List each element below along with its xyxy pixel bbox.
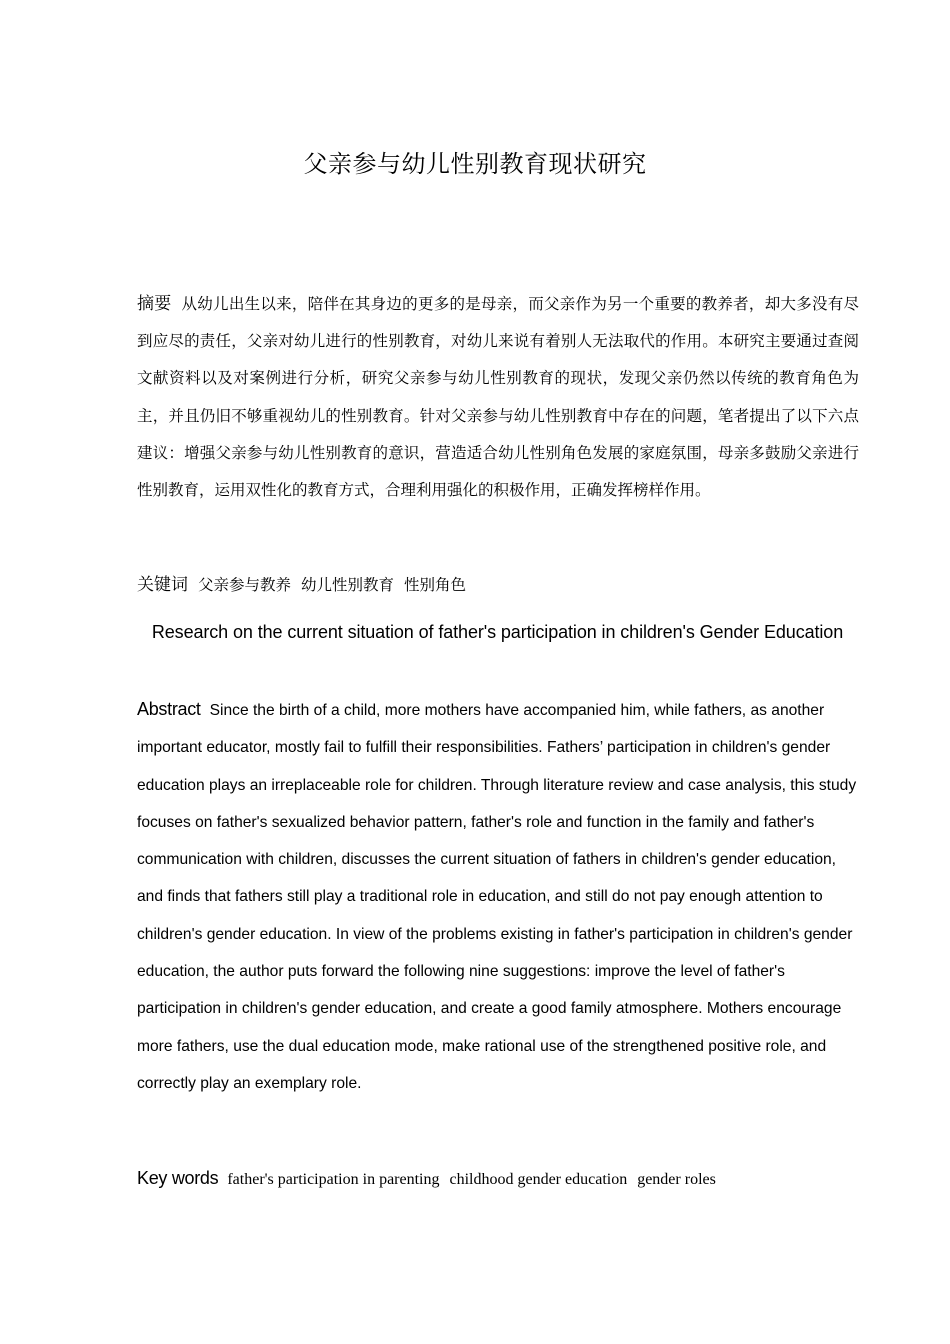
- keywords-label-chinese: 关键词: [137, 575, 188, 595]
- keyword-chinese-3: 性别角色: [404, 576, 467, 594]
- page-title-chinese: 父亲参与幼儿性别教育现状研究: [303, 150, 647, 178]
- abstract-chinese: [137, 286, 859, 509]
- keywords-english: [137, 1163, 859, 1195]
- keyword-english-2: childhood gender education: [449, 1171, 628, 1188]
- abstract-text-chinese: 从幼儿出生以来，陪伴在其身边的更多的是母亲，而父亲作为另一个重要的教养者，却大多没有尽到应尽的责任，父亲对幼儿进行的性别教育，对幼儿来说有着别人无法取代的作用。本研究主要通过查阅文献资料以及对案例进行分析，研究父亲参与幼儿性别教育的现状，发现父亲仍然以传统的教育角色为主，并且仍旧不够重视幼儿的性别教育。针对父亲参与幼儿性别教育中存在的问题，笔者提出了以下六点建议：增强父亲参与幼儿性别教育的意识，营造适合幼儿性别角色发展的家庭氛围，母亲多鼓励父亲进行性别教育，运用双性化的教育方式，合理利用强化的积极作用，正确发挥榜样作用。: [137, 295, 859, 500]
- keyword-chinese-1: 父亲参与教养: [198, 576, 292, 594]
- page-title-english: Research on the current situation of father's participation in children's Gender Education: [151, 622, 844, 642]
- abstract-label-english: Abstract: [137, 699, 201, 719]
- keyword-english-1: father's participation in parenting: [227, 1171, 440, 1188]
- abstract-english: [137, 691, 859, 1102]
- keywords-label-english: Key words: [137, 1168, 219, 1188]
- abstract-text-english: Since the birth of a child, more mothers have accompanied him, while fathers, as another important educator, mostly fail to fulfill their responsibilities. Fathers’ participation in children's gender education plays an irreplaceable role for children. Through literature review and case analysis, this study focuses on father's sexualized behavior pattern, father's role and function in the family and father's communication with children, discusses the current situation of fathers in children's gender education, and finds that fathers still play a traditional role in education, and still do not pay enough attention to children's gender education. In view of the problems existing in father's participation in children's gender education, the author puts forward the following nine suggestions: improve the level of father's participation in children's gender education, and create a good family atmosphere. Mothers encourage more fathers, use the dual education mode, make rational use of the strengthened positive role, and correctly play an exemplary role.: [137, 702, 857, 1092]
- keyword-chinese-2: 幼儿性别教育: [301, 576, 395, 594]
- abstract-label-chinese: 摘要: [137, 294, 172, 314]
- keyword-english-3: gender roles: [637, 1171, 716, 1188]
- keywords-chinese: [137, 570, 859, 600]
